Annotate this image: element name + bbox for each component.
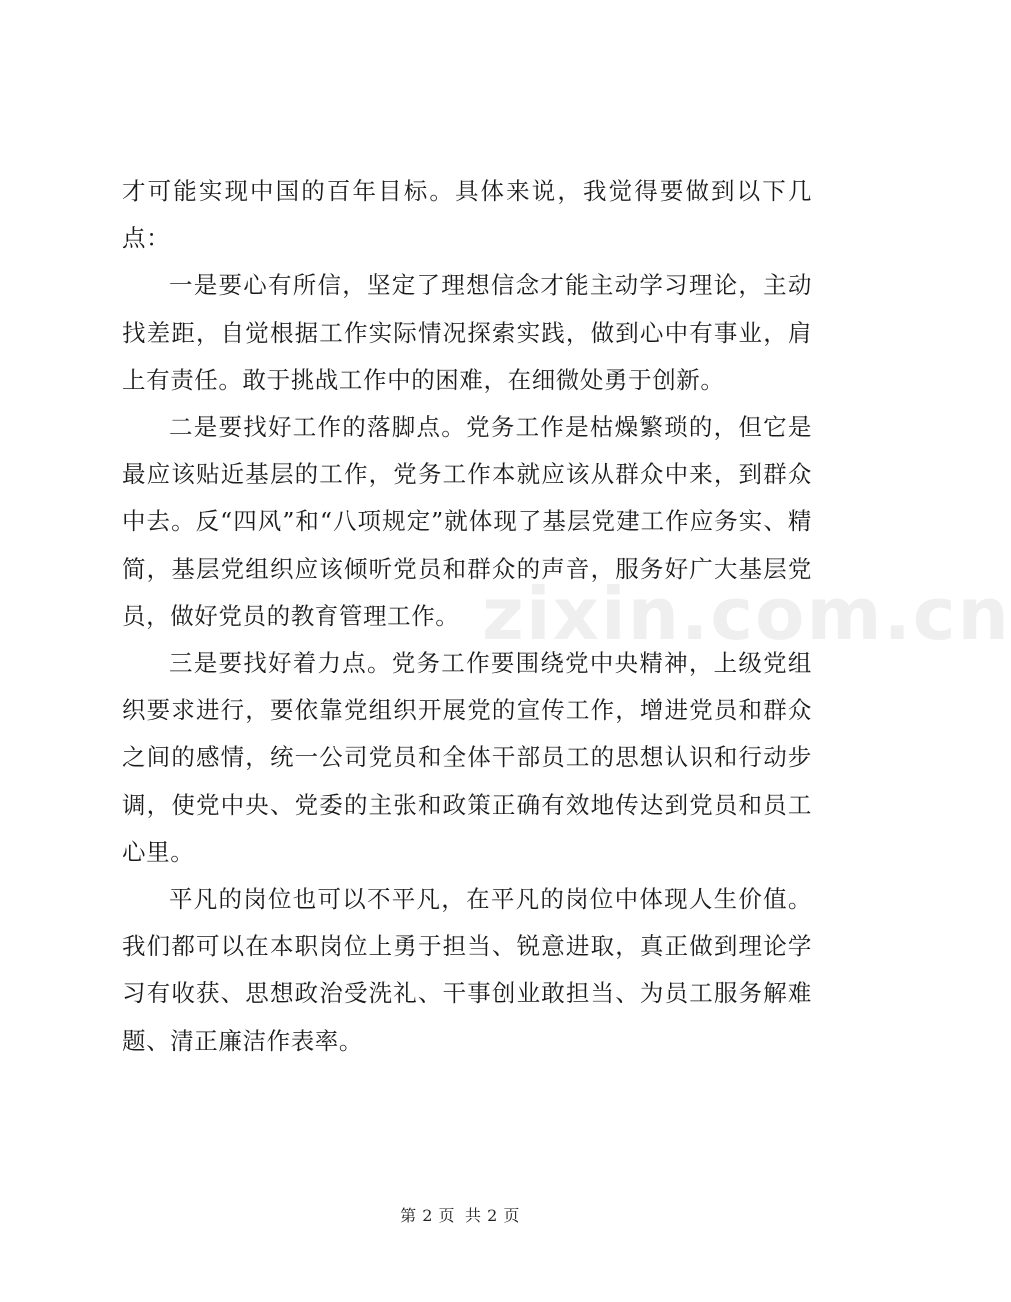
paragraph-4: 三是要找好着力点。党务工作要围绕党中央精神，上级党组织要求进行，要依靠党组织开展党的宣传工作，增进党员和群众之间的感情，统一公司党员和全体干部员工的思想认识和行动步调，使党中央、党委的主张和政策正确有效地传达到党员和员工心里。 xyxy=(122,649,812,866)
paragraph-2: 一是要心有所信，坚定了理想信念才能主动学习理论，主动找差距，自觉根据工作实际情况探索实践，做到心中有事业，肩上有责任。敢于挑战工作中的困难，在细微处勇于创新。 xyxy=(122,271,812,394)
page-number: 第 2 页 xyxy=(400,1206,455,1225)
watermark: zixin.com.cn xyxy=(482,572,1011,656)
page-footer xyxy=(0,1203,920,1226)
document-body xyxy=(122,168,812,1065)
paragraph-3: 二是要找好工作的落脚点。党务工作是枯燥繁琐的，但它是最应该贴近基层的工作，党务工作本就应该从群众中来，到群众中去。反“四风”和“八项规定”就体现了基层党建工作应务实、精简，基层党组织应该倾听党员和群众的声音，服务好广大基层党员，做好党员的教育管理工作。 xyxy=(122,413,812,630)
paragraph-5: 平凡的岗位也可以不平凡，在平凡的岗位中体现人生价值。我们都可以在本职岗位上勇于担当、锐意进取，真正做到理论学习有收获、思想政治受洗礼、干事创业敢担当、为员工服务解难题、清正廉洁作表率。 xyxy=(122,885,812,1055)
page-total: 共 2 页 xyxy=(465,1206,520,1225)
paragraph-1: 才可能实现中国的百年目标。具体来说，我觉得要做到以下几点： xyxy=(122,177,812,253)
